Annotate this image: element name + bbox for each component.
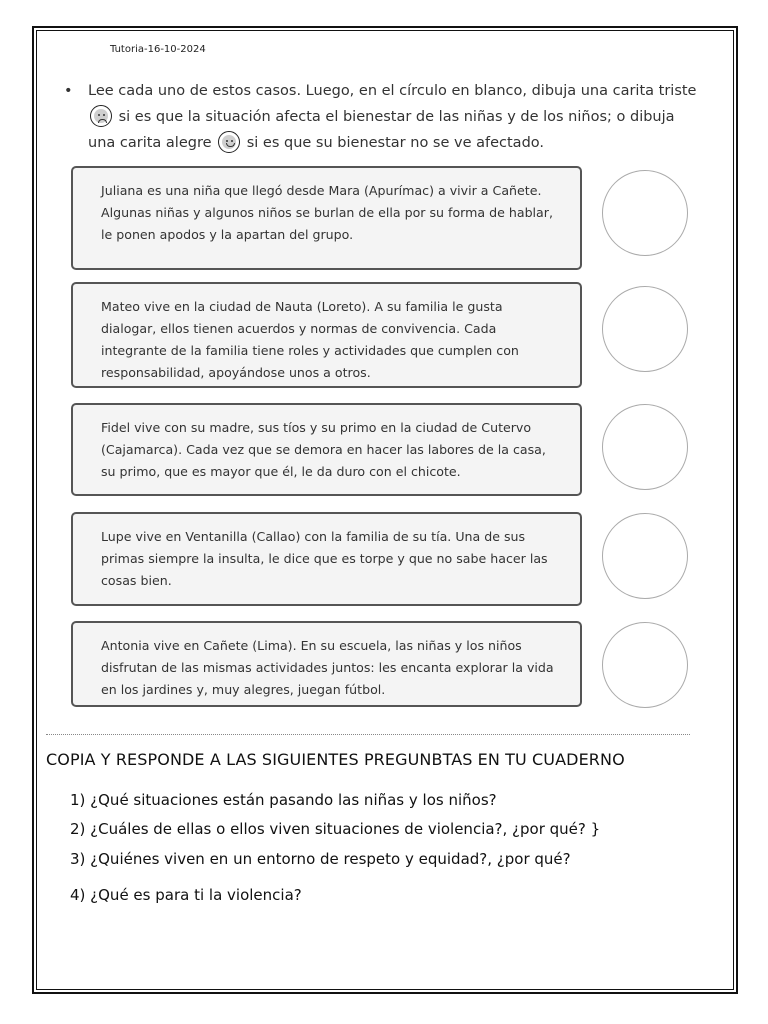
case-text: Fidel vive con su madre, sus tíos y su primo en la ciudad de Cutervo (Cajamarca). Cada vez que se demora en hacer las labores de la casa, su primo, que es mayor que él, le da duro con el chicote.: [101, 420, 546, 479]
answer-circle-5[interactable]: [602, 622, 688, 708]
divider: [46, 734, 690, 735]
question-4: 4) ¿Qué es para ti la violencia?: [70, 886, 302, 904]
answer-circle-1[interactable]: [602, 170, 688, 256]
case-text: Antonia vive en Cañete (Lima). En su escuela, las niñas y los niños disfrutan de las mismas actividades juntos: les encanta explorar la vida en los jardines y, muy alegres, juegan fútbol.: [101, 638, 554, 697]
instruction-part-1: Lee cada uno de estos casos. Luego, en el círculo en blanco, dibuja una carita triste: [88, 83, 697, 99]
answer-circle-2[interactable]: [602, 286, 688, 372]
section-heading: COPIA Y RESPONDE A LAS SIGUIENTES PREGUNBTAS EN TU CUADERNO: [46, 750, 625, 769]
instruction-text: [88, 78, 698, 156]
instruction-block: [64, 78, 698, 156]
case-text: Mateo vive en la ciudad de Nauta (Loreto). A su familia le gusta dialogar, ellos tienen acuerdos y normas de convivencia. Cada integrante de la familia tiene roles y actividades que cumplen con responsabilidad, apoyándose unos a otros.: [101, 299, 519, 380]
question-3: 3) ¿Quiénes viven en un entorno de respeto y equidad?, ¿por qué?: [70, 850, 571, 868]
instruction-part-2: si es que la situación afecta el bienestar de las niñas y de los niños; o dibuja una carita alegre: [88, 109, 675, 151]
case-text: Juliana es una niña que llegó desde Mara (Apurímac) a vivir a Cañete. Algunas niñas y algunos niños se burlan de ella por su forma de hablar, le ponen apodos y la apartan del grupo.: [101, 183, 553, 242]
answer-circle-3[interactable]: [602, 404, 688, 490]
question-1: 1) ¿Qué situaciones están pasando las niñas y los niños?: [70, 791, 497, 809]
case-box-lupe: [71, 512, 582, 606]
case-box-fidel: [71, 403, 582, 496]
case-box-mateo: [71, 282, 582, 388]
sad-face-icon: [90, 105, 112, 127]
case-text: Lupe vive en Ventanilla (Callao) con la familia de su tía. Una de sus primas siempre la insulta, le dice que es torpe y que no sabe hacer las cosas bien.: [101, 529, 548, 588]
bullet: •: [64, 83, 73, 99]
question-2: 2) ¿Cuáles de ellas o ellos viven situaciones de violencia?, ¿por qué? }: [70, 820, 601, 838]
happy-face-icon: [218, 131, 240, 153]
answer-circle-4[interactable]: [602, 513, 688, 599]
date-label: Tutoria-16-10-2024: [110, 44, 206, 55]
instruction-part-3: si es que su bienestar no se ve afectado.: [246, 135, 544, 151]
case-box-juliana: [71, 166, 582, 270]
case-box-antonia: [71, 621, 582, 707]
